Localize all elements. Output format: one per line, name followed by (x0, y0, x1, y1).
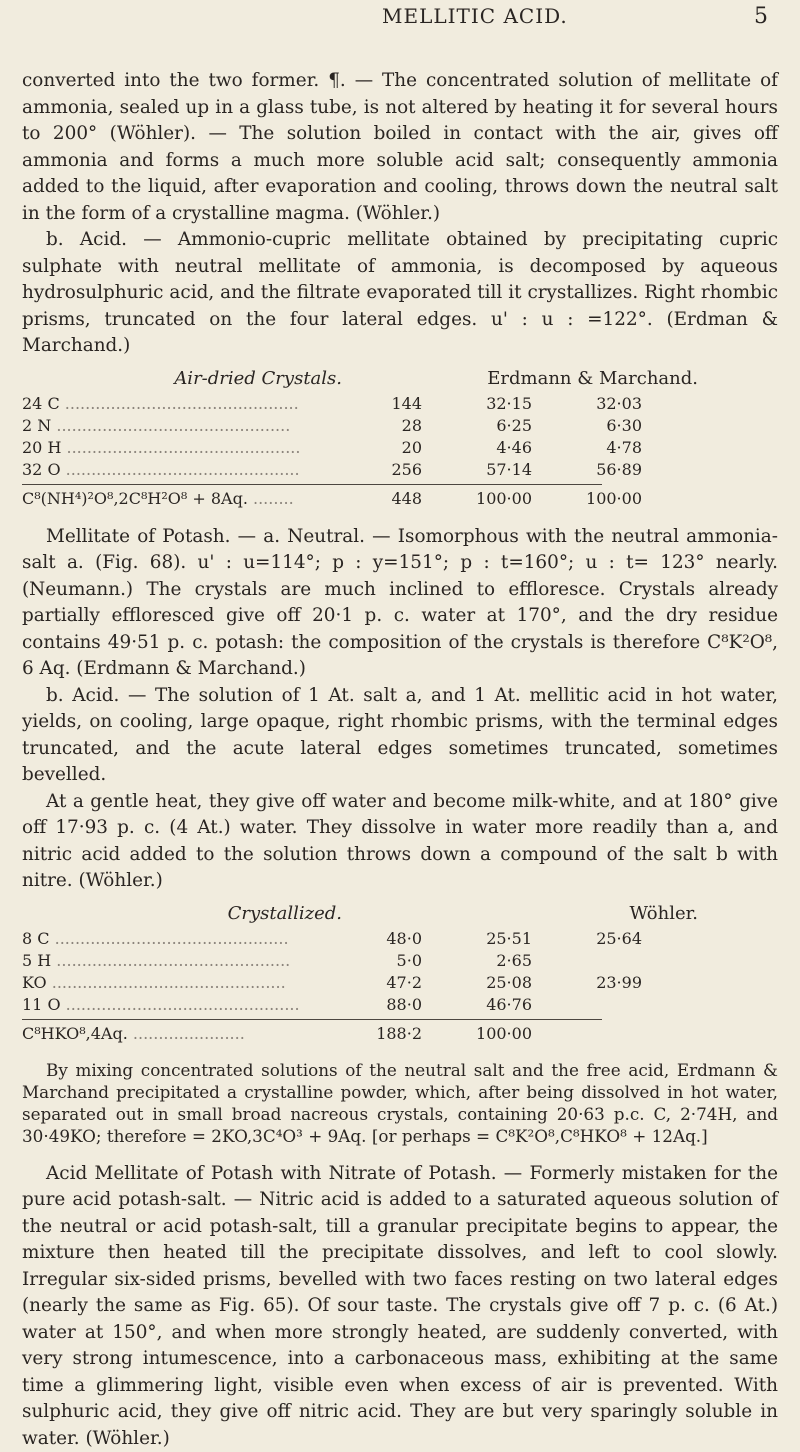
analysis-table-2 (22, 928, 778, 1045)
cell-calc: 256 (344, 459, 422, 481)
cell-calc: 48·0 (344, 928, 422, 950)
paragraph-5: At a gentle heat, they give off water and become milk-white, and at 180° give off 17·93 p. c. (4 At.) water. They dissolve in water more readily than a, and nitric acid added to the solution throws down a compound of the salt b with nitre. (Wöhler.) (22, 789, 778, 895)
paragraph-6: By mixing concentrated solutions of the neutral salt and the free acid, Erdmann & Marchand precipitated a crystalline powder, which, after being dissolved in hot water, separated out in small broad nacreous crystals, containing 20·63 p.c. C, 2·74H, and 30·49KO; therefore = 2KO,3C⁴O³ + 9Aq. [or perhaps = C⁸K²O⁸,C⁸HKO⁸ + 12Aq.] (22, 1059, 778, 1147)
row-label: 24 C (22, 394, 60, 413)
cell-percent: 4·46 (422, 437, 532, 459)
cell-percent: 32·15 (422, 393, 532, 415)
total-found: 100·00 (532, 488, 642, 510)
cell-percent: 25·51 (422, 928, 532, 950)
table-row: 24 C .............................................. 144 32·15 32·03 (22, 393, 778, 415)
table-rule (22, 484, 602, 485)
cell-found: 32·03 (532, 393, 642, 415)
table-total-row: C⁸(NH⁴)²O⁸,2C⁸H²O⁸ + 8Aq. ........ 448 100·00 100·00 (22, 488, 778, 510)
cell-calc: 88·0 (344, 994, 422, 1016)
running-head: MELLITIC ACID. (382, 0, 568, 28)
table-row: 20 H .............................................. 20 4·46 4·78 (22, 437, 778, 459)
paragraph-1: converted into the two former. ¶. — The concentrated solution of mellitate of ammonia, sealed up in a glass tube, is not altered by heating it for several hours to 200° (Wöhler). — The solution boiled in contact with the air, gives off ammonia and forms a much more soluble acid salt; consequently ammonia added to the liquid, after evaporation and cooling, throws down the neutral salt in the form of a crystalline magma. (Wöhler.) (22, 68, 778, 227)
row-label: 5 H (22, 951, 51, 970)
cell-calc: 47·2 (344, 972, 422, 994)
table-1-heading (22, 368, 778, 389)
table-1-heading-left: Air-dried Crystals. (22, 368, 342, 389)
cell-percent: 57·14 (422, 459, 532, 481)
cell-found: 25·64 (532, 928, 642, 950)
page-header (22, 0, 778, 68)
table-2-heading-right: Wöhler. (342, 903, 778, 924)
paragraph-3: Mellitate of Potash. — a. Neutral. — Isomorphous with the neutral ammonia-salt a. (Fig. 68). u' : u=114°; p : y=151°; p : t=160°; u : t= 123° nearly. (Neumann.) The crystals are much inclined to effloresce. Crystals already partially effloresced give off 20·1 p. c. water at 170°, and the dry residue contains 49·51 p. c. potash: the composition of the crystals is therefore C⁸K²O⁸, 6 Aq. (Erdmann & Marchand.) (22, 524, 778, 683)
table-2-heading-left: Crystallized. (22, 903, 342, 924)
cell-percent: 25·08 (422, 972, 532, 994)
table-row: 32 O .............................................. 256 57·14 56·89 (22, 459, 778, 481)
cell-calc: 28 (344, 415, 422, 437)
total-label: C⁸(NH⁴)²O⁸,2C⁸H²O⁸ + 8Aq. (22, 489, 248, 508)
paragraph-2: b. Acid. — Ammonio-cupric mellitate obtained by precipitating cupric sulphate with neutral mellitate of ammonia, is decomposed by aqueous hydrosulphuric acid, and the filtrate evaporated till it crystallizes. Right rhombic prisms, truncated on the four lateral edges. u' : u : =122°. (Erdman & Marchand.) (22, 227, 778, 360)
table-2-heading (22, 903, 778, 924)
row-label: 2 N (22, 416, 51, 435)
cell-found: 6·30 (532, 415, 642, 437)
table-row: 11 O .............................................. 88·0 46·76 (22, 994, 778, 1016)
page-number: 5 (754, 4, 768, 29)
cell-percent: 2·65 (422, 950, 532, 972)
total-calc: 188·2 (344, 1023, 422, 1045)
total-percent: 100·00 (422, 488, 532, 510)
row-label: 11 O (22, 995, 61, 1014)
cell-found: 23·99 (532, 972, 642, 994)
paragraph-7: Acid Mellitate of Potash with Nitrate of Potash. — Formerly mistaken for the pure acid potash-salt. — Nitric acid is added to a saturated aqueous solution of the neutral or acid potash-salt, till a granular precipitate begins to appear, the mixture then heated till the precipitate dissolves, and left to cool slowly. Irregular six-sided prisms, bevelled with two faces resting on two lateral edges (nearly the same as Fig. 65). Of sour taste. The crystals give off 7 p. c. (6 At.) water at 150°, and when more strongly heated, are suddenly converted, with very strong intumescence, into a carbonaceous mass, exhibiting at the same time a glimmering light, visible even when excess of air is prevented. With sulphuric acid, they give off nitric acid. They are but very sparingly soluble in water. (Wöhler.) (22, 1161, 778, 1452)
table-rule (22, 1019, 602, 1020)
cell-calc: 144 (344, 393, 422, 415)
cell-percent: 6·25 (422, 415, 532, 437)
row-label: 20 H (22, 438, 61, 457)
row-label: 8 C (22, 929, 50, 948)
table-row: 5 H .............................................. 5·0 2·65 (22, 950, 778, 972)
paragraph-4: b. Acid. — The solution of 1 At. salt a, and 1 At. mellitic acid in hot water, yields, on cooling, large opaque, right rhombic prisms, with the terminal edges truncated, and the acute lateral edges sometimes truncated, sometimes bevelled. (22, 683, 778, 789)
cell-calc: 20 (344, 437, 422, 459)
row-label: KO (22, 973, 47, 992)
cell-percent: 46·76 (422, 994, 532, 1016)
table-1-heading-right: Erdmann & Marchand. (342, 368, 778, 389)
total-percent: 100·00 (422, 1023, 532, 1045)
table-row: 2 N .............................................. 28 6·25 6·30 (22, 415, 778, 437)
cell-found: 56·89 (532, 459, 642, 481)
row-label: 32 O (22, 460, 61, 479)
cell-calc: 5·0 (344, 950, 422, 972)
table-row: 8 C .............................................. 48·0 25·51 25·64 (22, 928, 778, 950)
total-calc: 448 (344, 488, 422, 510)
total-label: C⁸HKO⁸,4Aq. (22, 1024, 128, 1043)
table-total-row: C⁸HKO⁸,4Aq. ...................... 188·2 100·00 (22, 1023, 778, 1045)
table-row: KO .............................................. 47·2 25·08 23·99 (22, 972, 778, 994)
analysis-table-1 (22, 393, 778, 510)
cell-found: 4·78 (532, 437, 642, 459)
